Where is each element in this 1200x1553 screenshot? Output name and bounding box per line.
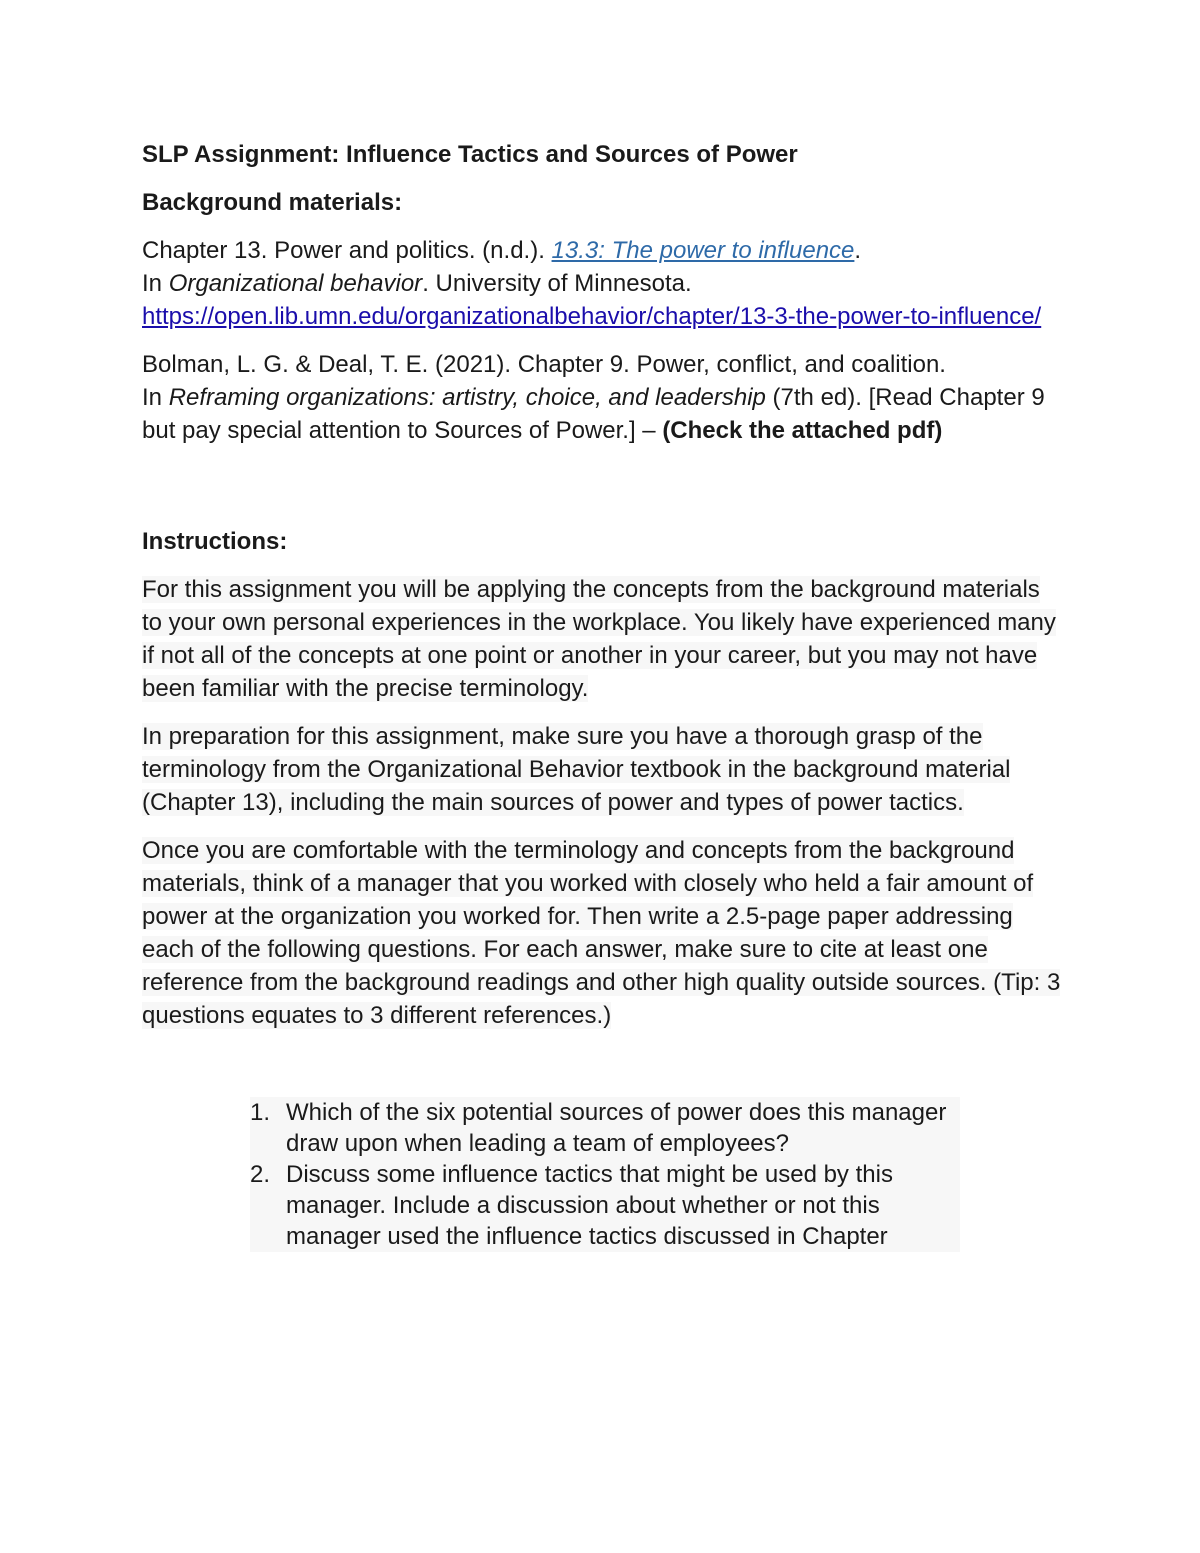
reference-1-book: Organizational behavior — [168, 270, 423, 297]
reference-1-in: In — [142, 270, 169, 297]
instructions-paragraph-2 — [142, 720, 1062, 819]
background-heading: Background materials: — [142, 189, 403, 216]
reference-1-prefix: Chapter 13. Power and politics. (n.d.). — [142, 237, 552, 264]
list-item — [250, 1159, 960, 1252]
reference-1-url-link[interactable]: https://open.lib.umn.edu/organizationalbehavior/chapter/13-3-the-power-to-influence/ — [142, 303, 1042, 330]
reference-2-note: (Check the attached pdf) — [662, 417, 943, 444]
reference-2-rest: (7th ed). [Read Chapter 9 but pay special attention to Sources of Power.] – — [142, 384, 1045, 444]
instructions-paragraph-1 — [142, 573, 1062, 705]
instructions-paragraph-3 — [142, 834, 1062, 1032]
instructions-heading: Instructions: — [142, 528, 288, 555]
reference-1-title-link[interactable]: 13.3: The power to influence — [551, 237, 855, 264]
list-item-number: 1. — [250, 1099, 271, 1126]
reference-2 — [142, 348, 1062, 447]
document-body — [142, 138, 1062, 1252]
reference-1-publisher: . University of Minnesota. — [422, 270, 692, 297]
reference-2-book: Reframing organizations: artistry, choice, and leadership — [168, 384, 766, 411]
reference-2-prefix: Bolman, L. G. & Deal, T. E. (2021). Chapter 9. Power, conflict, and coalition. — [142, 351, 946, 378]
reference-1-period: . — [854, 237, 862, 264]
questions-list — [250, 1097, 960, 1252]
paragraph-2-text: In preparation for this assignment, make sure you have a thorough grasp of the terminology from the Organizational Behavior textbook in the background material (Chapter 13), including the main sources of power and types of power tactics. — [142, 723, 1011, 816]
list-item — [250, 1097, 960, 1159]
reference-2-in: In — [142, 384, 169, 411]
page-title: SLP Assignment: Influence Tactics and Sources of Power — [142, 141, 798, 168]
list-item-text: Which of the six potential sources of power does this manager draw upon when leading a team of employees? — [286, 1099, 947, 1157]
list-item-number: 2. — [250, 1161, 271, 1188]
paragraph-3-text: Once you are comfortable with the terminology and concepts from the background materials, think of a manager that you worked with closely who held a fair amount of power at the organization you worked for. Then write a 2.5-page paper addressing each of the following questions. For each answer, make sure to cite at least one reference from the background readings and other high quality outside sources. (Tip: 3 questions equates to 3 different references.) — [142, 837, 1061, 1029]
paragraph-1-text: For this assignment you will be applying the concepts from the background materials to your own personal experiences in the workplace. You likely have experienced many if not all of the concepts at one point or another in your career, but you may not have been familiar with the precise terminology. — [142, 576, 1056, 702]
list-item-text: Discuss some influence tactics that might be used by this manager. Include a discussion about whether or not this manager used the influence tactics discussed in Chapter — [286, 1161, 893, 1250]
reference-1 — [142, 234, 1062, 333]
